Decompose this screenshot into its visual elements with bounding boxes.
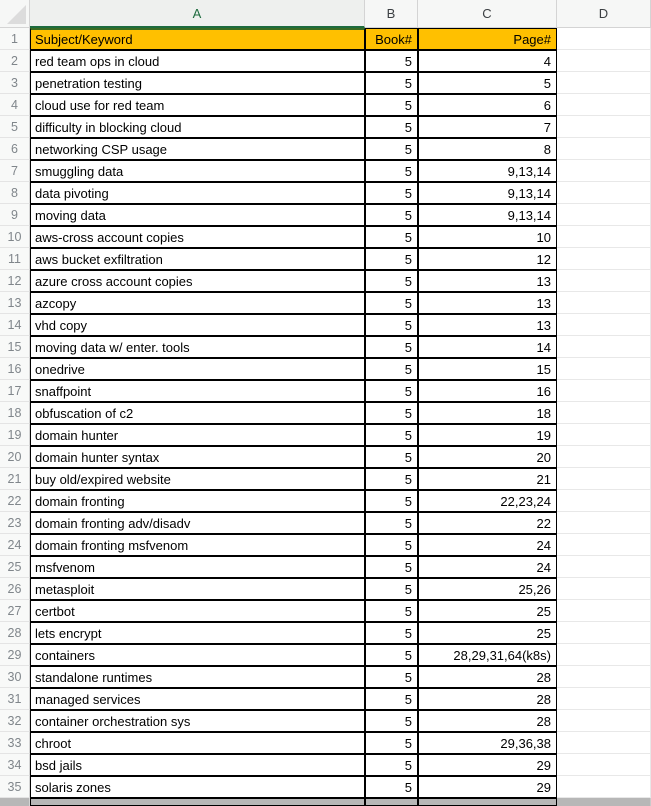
row-header-31[interactable]: 31 bbox=[0, 688, 30, 710]
cell-a4[interactable]: cloud use for red team bbox=[30, 94, 365, 116]
cell-b22[interactable]: 5 bbox=[365, 490, 418, 512]
row-header-36[interactable] bbox=[0, 798, 30, 806]
cell-d12[interactable] bbox=[557, 270, 651, 292]
cell-b36[interactable] bbox=[365, 798, 418, 806]
cell-c22[interactable]: 22,23,24 bbox=[418, 490, 557, 512]
cell-c14[interactable]: 13 bbox=[418, 314, 557, 336]
cell-a15[interactable]: moving data w/ enter. tools bbox=[30, 336, 365, 358]
cell-d15[interactable] bbox=[557, 336, 651, 358]
cell-b4[interactable]: 5 bbox=[365, 94, 418, 116]
cell-a7[interactable]: smuggling data bbox=[30, 160, 365, 182]
cell-b3[interactable]: 5 bbox=[365, 72, 418, 94]
cell-b25[interactable]: 5 bbox=[365, 556, 418, 578]
cell-d6[interactable] bbox=[557, 138, 651, 160]
row-header-15[interactable]: 15 bbox=[0, 336, 30, 358]
cell-d30[interactable] bbox=[557, 666, 651, 688]
cell-c35[interactable]: 29 bbox=[418, 776, 557, 798]
cell-a32[interactable]: container orchestration sys bbox=[30, 710, 365, 732]
cell-c27[interactable]: 25 bbox=[418, 600, 557, 622]
cell-a11[interactable]: aws bucket exfiltration bbox=[30, 248, 365, 270]
row-header-32[interactable]: 32 bbox=[0, 710, 30, 732]
cell-d9[interactable] bbox=[557, 204, 651, 226]
row-header-5[interactable]: 5 bbox=[0, 116, 30, 138]
cell-b19[interactable]: 5 bbox=[365, 424, 418, 446]
cell-d16[interactable] bbox=[557, 358, 651, 380]
cell-b10[interactable]: 5 bbox=[365, 226, 418, 248]
cell-a35[interactable]: solaris zones bbox=[30, 776, 365, 798]
cell-c33[interactable]: 29,36,38 bbox=[418, 732, 557, 754]
row-header-28[interactable]: 28 bbox=[0, 622, 30, 644]
cell-d27[interactable] bbox=[557, 600, 651, 622]
cell-b12[interactable]: 5 bbox=[365, 270, 418, 292]
cell-c19[interactable]: 19 bbox=[418, 424, 557, 446]
column-header-d[interactable]: D bbox=[557, 0, 651, 28]
row-header-2[interactable]: 2 bbox=[0, 50, 30, 72]
cell-c36[interactable] bbox=[418, 798, 557, 806]
cell-d18[interactable] bbox=[557, 402, 651, 424]
cell-b23[interactable]: 5 bbox=[365, 512, 418, 534]
cell-c8[interactable]: 9,13,14 bbox=[418, 182, 557, 204]
cell-a23[interactable]: domain fronting adv/disadv bbox=[30, 512, 365, 534]
cell-c21[interactable]: 21 bbox=[418, 468, 557, 490]
cell-a27[interactable]: certbot bbox=[30, 600, 365, 622]
row-header-24[interactable]: 24 bbox=[0, 534, 30, 556]
cell-a14[interactable]: vhd copy bbox=[30, 314, 365, 336]
header-cell-b[interactable]: Book# bbox=[365, 28, 418, 50]
cell-b26[interactable]: 5 bbox=[365, 578, 418, 600]
cell-d22[interactable] bbox=[557, 490, 651, 512]
row-header-20[interactable]: 20 bbox=[0, 446, 30, 468]
row-header-16[interactable]: 16 bbox=[0, 358, 30, 380]
cell-a25[interactable]: msfvenom bbox=[30, 556, 365, 578]
cell-c13[interactable]: 13 bbox=[418, 292, 557, 314]
cell-b21[interactable]: 5 bbox=[365, 468, 418, 490]
cell-d3[interactable] bbox=[557, 72, 651, 94]
cell-d13[interactable] bbox=[557, 292, 651, 314]
row-header-22[interactable]: 22 bbox=[0, 490, 30, 512]
cell-b5[interactable]: 5 bbox=[365, 116, 418, 138]
cell-c7[interactable]: 9,13,14 bbox=[418, 160, 557, 182]
cell-b18[interactable]: 5 bbox=[365, 402, 418, 424]
row-header-9[interactable]: 9 bbox=[0, 204, 30, 226]
cell-d32[interactable] bbox=[557, 710, 651, 732]
row-header-17[interactable]: 17 bbox=[0, 380, 30, 402]
cell-c4[interactable]: 6 bbox=[418, 94, 557, 116]
column-header-a[interactable]: A bbox=[30, 0, 365, 28]
row-header-35[interactable]: 35 bbox=[0, 776, 30, 798]
cell-c12[interactable]: 13 bbox=[418, 270, 557, 292]
cell-d4[interactable] bbox=[557, 94, 651, 116]
cell-a22[interactable]: domain fronting bbox=[30, 490, 365, 512]
cell-d19[interactable] bbox=[557, 424, 651, 446]
cell-a10[interactable]: aws-cross account copies bbox=[30, 226, 365, 248]
row-header-12[interactable]: 12 bbox=[0, 270, 30, 292]
cell-c28[interactable]: 25 bbox=[418, 622, 557, 644]
column-header-c[interactable]: C bbox=[418, 0, 557, 28]
cell-b17[interactable]: 5 bbox=[365, 380, 418, 402]
row-header-29[interactable]: 29 bbox=[0, 644, 30, 666]
cell-a31[interactable]: managed services bbox=[30, 688, 365, 710]
cell-c25[interactable]: 24 bbox=[418, 556, 557, 578]
cell-d28[interactable] bbox=[557, 622, 651, 644]
cell-c34[interactable]: 29 bbox=[418, 754, 557, 776]
cell-d24[interactable] bbox=[557, 534, 651, 556]
cell-c23[interactable]: 22 bbox=[418, 512, 557, 534]
cell-b34[interactable]: 5 bbox=[365, 754, 418, 776]
cell-d5[interactable] bbox=[557, 116, 651, 138]
cell-a13[interactable]: azcopy bbox=[30, 292, 365, 314]
cell-a34[interactable]: bsd jails bbox=[30, 754, 365, 776]
cell-a16[interactable]: onedrive bbox=[30, 358, 365, 380]
cell-b20[interactable]: 5 bbox=[365, 446, 418, 468]
cell-a8[interactable]: data pivoting bbox=[30, 182, 365, 204]
cell-b33[interactable]: 5 bbox=[365, 732, 418, 754]
cell-a3[interactable]: penetration testing bbox=[30, 72, 365, 94]
cell-c20[interactable]: 20 bbox=[418, 446, 557, 468]
cell-c2[interactable]: 4 bbox=[418, 50, 557, 72]
cell-d25[interactable] bbox=[557, 556, 651, 578]
row-header-4[interactable]: 4 bbox=[0, 94, 30, 116]
cell-a33[interactable]: chroot bbox=[30, 732, 365, 754]
cell-b14[interactable]: 5 bbox=[365, 314, 418, 336]
cell-a12[interactable]: azure cross account copies bbox=[30, 270, 365, 292]
row-header-6[interactable]: 6 bbox=[0, 138, 30, 160]
header-cell-a[interactable]: Subject/Keyword bbox=[30, 28, 365, 50]
cell-b11[interactable]: 5 bbox=[365, 248, 418, 270]
row-header-11[interactable]: 11 bbox=[0, 248, 30, 270]
row-header-23[interactable]: 23 bbox=[0, 512, 30, 534]
cell-d29[interactable] bbox=[557, 644, 651, 666]
row-header-8[interactable]: 8 bbox=[0, 182, 30, 204]
cell-d14[interactable] bbox=[557, 314, 651, 336]
cell-b2[interactable]: 5 bbox=[365, 50, 418, 72]
cell-b13[interactable]: 5 bbox=[365, 292, 418, 314]
row-header-13[interactable]: 13 bbox=[0, 292, 30, 314]
cell-a29[interactable]: containers bbox=[30, 644, 365, 666]
row-header-26[interactable]: 26 bbox=[0, 578, 30, 600]
cell-c11[interactable]: 12 bbox=[418, 248, 557, 270]
row-header-10[interactable]: 10 bbox=[0, 226, 30, 248]
select-all-corner[interactable] bbox=[0, 0, 30, 28]
cell-a17[interactable]: snaffpoint bbox=[30, 380, 365, 402]
cell-d26[interactable] bbox=[557, 578, 651, 600]
cell-c3[interactable]: 5 bbox=[418, 72, 557, 94]
row-header-33[interactable]: 33 bbox=[0, 732, 30, 754]
cell-a9[interactable]: moving data bbox=[30, 204, 365, 226]
cell-a21[interactable]: buy old/expired website bbox=[30, 468, 365, 490]
cell-d11[interactable] bbox=[557, 248, 651, 270]
row-header-18[interactable]: 18 bbox=[0, 402, 30, 424]
cell-a5[interactable]: difficulty in blocking cloud bbox=[30, 116, 365, 138]
cell-b27[interactable]: 5 bbox=[365, 600, 418, 622]
cell-c9[interactable]: 9,13,14 bbox=[418, 204, 557, 226]
cell-d7[interactable] bbox=[557, 160, 651, 182]
cell-a6[interactable]: networking CSP usage bbox=[30, 138, 365, 160]
cell-c32[interactable]: 28 bbox=[418, 710, 557, 732]
cell-b32[interactable]: 5 bbox=[365, 710, 418, 732]
cell-b16[interactable]: 5 bbox=[365, 358, 418, 380]
cell-b30[interactable]: 5 bbox=[365, 666, 418, 688]
row-header-14[interactable]: 14 bbox=[0, 314, 30, 336]
select-all-triangle-icon bbox=[7, 5, 26, 24]
row-header-30[interactable]: 30 bbox=[0, 666, 30, 688]
cell-c26[interactable]: 25,26 bbox=[418, 578, 557, 600]
column-header-b[interactable]: B bbox=[365, 0, 418, 28]
cell-b28[interactable]: 5 bbox=[365, 622, 418, 644]
cell-b15[interactable]: 5 bbox=[365, 336, 418, 358]
cell-a36[interactable] bbox=[30, 798, 365, 806]
cell-d21[interactable] bbox=[557, 468, 651, 490]
cell-d10[interactable] bbox=[557, 226, 651, 248]
cell-c17[interactable]: 16 bbox=[418, 380, 557, 402]
row-header-7[interactable]: 7 bbox=[0, 160, 30, 182]
cell-b7[interactable]: 5 bbox=[365, 160, 418, 182]
cell-d35[interactable] bbox=[557, 776, 651, 798]
cell-b9[interactable]: 5 bbox=[365, 204, 418, 226]
row-header-21[interactable]: 21 bbox=[0, 468, 30, 490]
cell-c31[interactable]: 28 bbox=[418, 688, 557, 710]
cell-c6[interactable]: 8 bbox=[418, 138, 557, 160]
header-cell-c[interactable]: Page# bbox=[418, 28, 557, 50]
cell-a20[interactable]: domain hunter syntax bbox=[30, 446, 365, 468]
cell-b29[interactable]: 5 bbox=[365, 644, 418, 666]
cell-c16[interactable]: 15 bbox=[418, 358, 557, 380]
cell-c18[interactable]: 18 bbox=[418, 402, 557, 424]
header-cell-d[interactable] bbox=[557, 28, 651, 50]
cell-d33[interactable] bbox=[557, 732, 651, 754]
row-header-19[interactable]: 19 bbox=[0, 424, 30, 446]
cell-c5[interactable]: 7 bbox=[418, 116, 557, 138]
cell-d31[interactable] bbox=[557, 688, 651, 710]
cell-d8[interactable] bbox=[557, 182, 651, 204]
cell-d36[interactable] bbox=[557, 798, 651, 806]
cell-a24[interactable]: domain fronting msfvenom bbox=[30, 534, 365, 556]
row-header-3[interactable]: 3 bbox=[0, 72, 30, 94]
cell-a18[interactable]: obfuscation of c2 bbox=[30, 402, 365, 424]
row-header-27[interactable]: 27 bbox=[0, 600, 30, 622]
cell-b8[interactable]: 5 bbox=[365, 182, 418, 204]
row-header-1[interactable]: 1 bbox=[0, 28, 30, 50]
cell-a26[interactable]: metasploit bbox=[30, 578, 365, 600]
cell-d17[interactable] bbox=[557, 380, 651, 402]
cell-b31[interactable]: 5 bbox=[365, 688, 418, 710]
cell-a19[interactable]: domain hunter bbox=[30, 424, 365, 446]
cell-d20[interactable] bbox=[557, 446, 651, 468]
cell-a28[interactable]: lets encrypt bbox=[30, 622, 365, 644]
row-header-25[interactable]: 25 bbox=[0, 556, 30, 578]
cell-b6[interactable]: 5 bbox=[365, 138, 418, 160]
cell-d2[interactable] bbox=[557, 50, 651, 72]
cell-a2[interactable]: red team ops in cloud bbox=[30, 50, 365, 72]
cell-c15[interactable]: 14 bbox=[418, 336, 557, 358]
cell-a30[interactable]: standalone runtimes bbox=[30, 666, 365, 688]
cell-d23[interactable] bbox=[557, 512, 651, 534]
cell-c29[interactable]: 28,29,31,64(k8s) bbox=[418, 644, 557, 666]
cell-b24[interactable]: 5 bbox=[365, 534, 418, 556]
cell-c30[interactable]: 28 bbox=[418, 666, 557, 688]
cell-c10[interactable]: 10 bbox=[418, 226, 557, 248]
cell-c24[interactable]: 24 bbox=[418, 534, 557, 556]
row-header-34[interactable]: 34 bbox=[0, 754, 30, 776]
cell-d34[interactable] bbox=[557, 754, 651, 776]
cell-b35[interactable]: 5 bbox=[365, 776, 418, 798]
